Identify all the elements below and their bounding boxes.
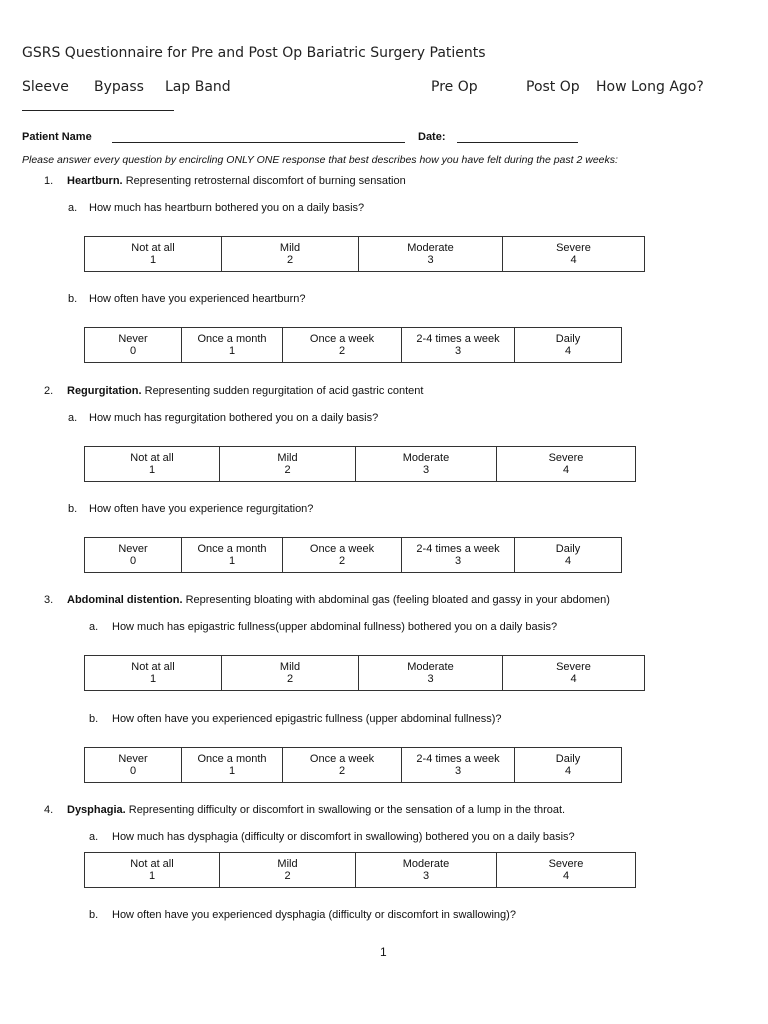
- option-label: Moderate: [407, 242, 454, 254]
- date-label: Date:: [418, 131, 446, 143]
- option-label: Once a month: [197, 753, 267, 765]
- option-value: 0: [129, 765, 137, 777]
- scale-option[interactable]: [182, 748, 283, 783]
- option-value: 4: [564, 345, 572, 357]
- option-value: 2: [284, 464, 291, 476]
- question-title: Heartburn.: [67, 175, 123, 187]
- option-label: 2-4 times a week: [416, 753, 500, 765]
- scale-option[interactable]: [359, 237, 503, 272]
- question-description: Representing difficulty or discomfort in swallowing or the sensation of a lump in the throat.: [128, 804, 566, 816]
- option-label: Daily: [555, 753, 581, 765]
- option-value: 3: [422, 870, 430, 882]
- subquestion-letter: b.: [89, 713, 99, 725]
- scale-option[interactable]: [515, 538, 622, 573]
- option-value: 1: [149, 673, 157, 685]
- severity-scale-table: [84, 236, 645, 272]
- option-label: Not at all: [130, 858, 174, 870]
- option-value: 1: [149, 254, 157, 266]
- option-label: Never: [118, 753, 148, 765]
- page-number: 1: [380, 945, 387, 959]
- option-label: Moderate: [402, 452, 450, 464]
- scale-option[interactable]: [85, 237, 222, 272]
- subquestion-text: How much has regurgitation bothered you on a daily basis?: [89, 412, 379, 424]
- question-number: 4.: [44, 804, 54, 816]
- option-value: 1: [228, 345, 236, 357]
- severity-scale-table: [84, 852, 636, 888]
- frequency-scale-table: [84, 537, 622, 573]
- option-value: 4: [564, 765, 572, 777]
- option-label: Not at all: [131, 661, 175, 673]
- scale-option[interactable]: [283, 328, 402, 363]
- question-title: Abdominal distention.: [67, 594, 183, 606]
- scale-option[interactable]: [402, 538, 515, 573]
- option-label: Once a month: [197, 333, 267, 345]
- patient-name-label: Patient Name: [22, 131, 92, 143]
- option-label: 2-4 times a week: [416, 333, 500, 345]
- option-label: Daily: [555, 333, 581, 345]
- scale-option[interactable]: [503, 656, 645, 691]
- option-value: 2: [284, 870, 291, 882]
- subquestion-text: How often have you experienced dysphagia (difficulty or discomfort in swallowing)?: [112, 909, 516, 921]
- option-label: Mild: [279, 242, 301, 254]
- scale-option[interactable]: [85, 328, 182, 363]
- scale-option[interactable]: [503, 237, 645, 272]
- question-heading: [67, 175, 406, 187]
- option-value: 2: [338, 345, 346, 357]
- option-value: 3: [422, 464, 430, 476]
- option-value: 2: [286, 673, 294, 685]
- option-sleeve: Sleeve: [22, 79, 69, 95]
- option-value: 3: [454, 555, 462, 567]
- subquestion-text: How much has dysphagia (difficulty or discomfort in swallowing) bothered you on a daily basis?: [112, 831, 575, 843]
- question-description: Representing sudden regurgitation of acid gastric content: [144, 385, 424, 397]
- question-description: Representing retrosternal discomfort of burning sensation: [125, 175, 406, 187]
- option-value: 3: [454, 345, 462, 357]
- option-label: Once a week: [309, 333, 375, 345]
- option-value: 0: [129, 555, 137, 567]
- option-label: Mild: [277, 858, 298, 870]
- subquestion-text: How often have you experienced epigastric fullness (upper abdominal fullness)?: [112, 713, 502, 725]
- severity-scale-table: [84, 446, 636, 482]
- subquestion-text: How often have you experienced heartburn?: [89, 293, 306, 305]
- question-number: 2.: [44, 385, 54, 397]
- option-value: 3: [454, 765, 462, 777]
- option-value: 1: [148, 464, 156, 476]
- scale-option[interactable]: [85, 538, 182, 573]
- question-heading: [67, 804, 565, 816]
- how-long-ago-blank[interactable]: [22, 110, 174, 111]
- option-label: Moderate: [407, 661, 454, 673]
- option-label: Mild: [279, 661, 301, 673]
- scale-option[interactable]: [220, 447, 356, 482]
- subquestion-letter: a.: [68, 202, 78, 214]
- scale-option[interactable]: [356, 447, 497, 482]
- option-label: Once a week: [309, 543, 375, 555]
- option-value: 4: [570, 254, 577, 266]
- option-value: 0: [129, 345, 137, 357]
- question-heading: [67, 385, 423, 397]
- scale-option[interactable]: [497, 447, 636, 482]
- scale-option[interactable]: [220, 853, 356, 888]
- document-title: GSRS Questionnaire for Pre and Post Op Bariatric Surgery Patients: [22, 45, 486, 61]
- option-label: Severe: [556, 242, 591, 254]
- option-value: 1: [228, 555, 236, 567]
- option-value: 1: [148, 870, 156, 882]
- option-label: Never: [118, 333, 148, 345]
- option-label: Severe: [556, 661, 591, 673]
- subquestion-letter: b.: [68, 293, 78, 305]
- scale-option[interactable]: [359, 656, 503, 691]
- scale-option[interactable]: [283, 748, 402, 783]
- question-description: Representing bloating with abdominal gas (feeling bloated and gassy in your abdomen): [185, 594, 610, 606]
- option-label: Not at all: [131, 242, 175, 254]
- subquestion-text: How often have you experience regurgitation?: [89, 503, 314, 515]
- option-value: 4: [564, 555, 572, 567]
- patient-name-blank[interactable]: [112, 142, 405, 143]
- option-value: 4: [562, 464, 570, 476]
- option-label: Never: [118, 543, 148, 555]
- subquestion-letter: a.: [89, 621, 99, 633]
- scale-option[interactable]: [515, 748, 622, 783]
- option-value: 2: [338, 765, 346, 777]
- option-value: 4: [562, 870, 570, 882]
- option-label: Moderate: [402, 858, 450, 870]
- option-value: 3: [427, 673, 434, 685]
- question-number: 3.: [44, 594, 54, 606]
- question-heading: [67, 594, 610, 606]
- option-label: Severe: [548, 858, 584, 870]
- option-lap-band: Lap Band: [165, 79, 231, 95]
- scale-option[interactable]: [85, 656, 222, 691]
- subquestion-text: How much has epigastric fullness(upper abdominal fullness) bothered you on a daily basis?: [112, 621, 558, 633]
- option-how-long-ago: How Long Ago?: [596, 79, 704, 95]
- option-value: 3: [427, 254, 434, 266]
- subquestion-letter: b.: [89, 909, 99, 921]
- scale-option[interactable]: [402, 748, 515, 783]
- scale-option[interactable]: [85, 853, 220, 888]
- subquestion-letter: b.: [68, 503, 78, 515]
- option-label: 2-4 times a week: [416, 543, 500, 555]
- date-blank[interactable]: [457, 142, 578, 143]
- option-value: 4: [570, 673, 577, 685]
- option-label: Mild: [277, 452, 298, 464]
- subquestion-text: How much has heartburn bothered you on a daily basis?: [89, 202, 365, 214]
- scale-option[interactable]: [182, 328, 283, 363]
- scale-option[interactable]: [402, 328, 515, 363]
- option-label: Once a week: [309, 753, 375, 765]
- scale-option[interactable]: [515, 328, 622, 363]
- question-title: Dysphagia.: [67, 804, 126, 816]
- question-number: 1.: [44, 175, 54, 187]
- scale-option[interactable]: [356, 853, 497, 888]
- option-label: Not at all: [130, 452, 174, 464]
- subquestion-letter: a.: [89, 831, 99, 843]
- frequency-scale-table: [84, 327, 622, 363]
- option-label: Once a month: [197, 543, 267, 555]
- instructions: Please answer every question by encircling ONLY ONE response that best describes how you have felt during the past 2 weeks:: [22, 154, 618, 166]
- option-value: 2: [338, 555, 346, 567]
- option-label: Daily: [555, 543, 581, 555]
- option-bypass: Bypass: [94, 79, 144, 95]
- scale-option[interactable]: [182, 538, 283, 573]
- option-label: Severe: [548, 452, 584, 464]
- subquestion-letter: a.: [68, 412, 78, 424]
- scale-option[interactable]: [497, 853, 636, 888]
- option-post-op: Post Op: [526, 79, 580, 95]
- question-title: Regurgitation.: [67, 385, 142, 397]
- option-value: 1: [228, 765, 236, 777]
- option-value: 2: [286, 254, 294, 266]
- scale-option[interactable]: [222, 656, 359, 691]
- severity-scale-table: [84, 655, 645, 691]
- scale-option[interactable]: [85, 447, 220, 482]
- frequency-scale-table: [84, 747, 622, 783]
- scale-option[interactable]: [283, 538, 402, 573]
- option-pre-op: Pre Op: [431, 79, 478, 95]
- scale-option[interactable]: [85, 748, 182, 783]
- scale-option[interactable]: [222, 237, 359, 272]
